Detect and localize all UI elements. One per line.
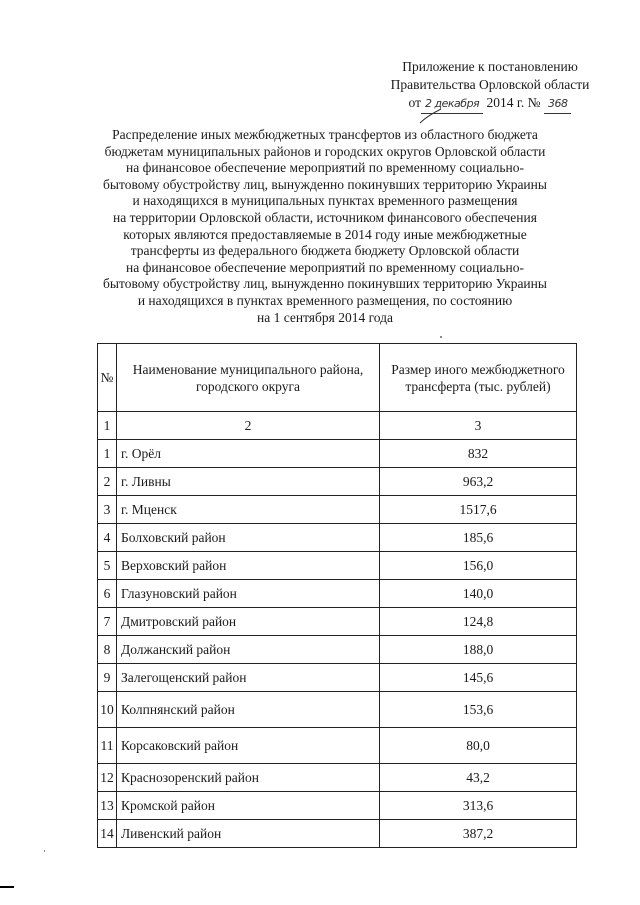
header-no: № bbox=[98, 344, 117, 412]
handwritten-number: 368 bbox=[544, 95, 572, 114]
row-value: 963,2 bbox=[380, 468, 577, 496]
document-title bbox=[85, 127, 565, 326]
table-row bbox=[98, 496, 577, 524]
title-line: бюджетам муниципальных районов и городских округов Орловской области bbox=[104, 143, 546, 159]
table-row bbox=[98, 552, 577, 580]
row-name: Верховский район bbox=[117, 552, 380, 580]
title-line: бытовому обустройству лиц, вынужденно покинувших территорию Украины bbox=[103, 176, 547, 192]
row-value: 140,0 bbox=[380, 580, 577, 608]
date-prefix: от bbox=[408, 95, 422, 110]
row-name: г. Мценск bbox=[117, 496, 380, 524]
scan-speck bbox=[44, 850, 45, 852]
row-no: 11 bbox=[98, 728, 117, 764]
row-name: Болховский район bbox=[117, 524, 380, 552]
row-value: 156,0 bbox=[380, 552, 577, 580]
scan-dot bbox=[440, 336, 442, 338]
appendix-line-2: Правительства Орловской области bbox=[390, 77, 590, 92]
row-value: 387,2 bbox=[380, 820, 577, 848]
row-value: 1517,6 bbox=[380, 496, 577, 524]
row-name: Залегощенский район bbox=[117, 664, 380, 692]
table-row bbox=[98, 524, 577, 552]
title-line: которых являются предоставляемые в 2014 году иные межбюджетные bbox=[123, 226, 527, 242]
header-value: Размер иного межбюджетного трансферта (тыс. рублей) bbox=[380, 344, 577, 412]
row-value: 185,6 bbox=[380, 524, 577, 552]
table-row bbox=[98, 764, 577, 792]
row-value: 145,6 bbox=[380, 664, 577, 692]
row-no: 12 bbox=[98, 764, 117, 792]
row-no: 7 bbox=[98, 608, 117, 636]
row-name: г. Орёл bbox=[117, 440, 380, 468]
row-value: 188,0 bbox=[380, 636, 577, 664]
table-row bbox=[98, 692, 577, 728]
table-row bbox=[98, 792, 577, 820]
title-line: и находящихся в муниципальных пунктах временного размещения bbox=[132, 193, 518, 209]
title-line: на финансовое обеспечение мероприятий по временному социально- bbox=[126, 160, 524, 176]
table-row bbox=[98, 440, 577, 468]
row-name: Глазуновский район bbox=[117, 580, 380, 608]
table-row bbox=[98, 664, 577, 692]
title-line: трансферты из федерального бюджета бюджету Орловской области bbox=[130, 243, 520, 259]
row-no: 4 bbox=[98, 524, 117, 552]
row-value: 153,6 bbox=[380, 692, 577, 728]
row-value: 313,6 bbox=[380, 792, 577, 820]
appendix-header bbox=[365, 58, 615, 114]
row-no: 6 bbox=[98, 580, 117, 608]
appendix-date-line bbox=[365, 94, 615, 114]
row-no: 14 bbox=[98, 820, 117, 848]
numbering-name: 2 bbox=[117, 412, 380, 440]
row-name: Должанский район bbox=[117, 636, 380, 664]
row-value: 43,2 bbox=[380, 764, 577, 792]
row-name: Колпнянский район bbox=[117, 692, 380, 728]
table-row bbox=[98, 820, 577, 848]
row-name: Кромской район bbox=[117, 792, 380, 820]
row-value: 832 bbox=[380, 440, 577, 468]
signature-flourish-icon bbox=[417, 108, 443, 124]
row-name: Корсаковский район bbox=[117, 728, 380, 764]
row-name: Дмитровский район bbox=[117, 608, 380, 636]
row-value: 80,0 bbox=[380, 728, 577, 764]
row-no: 9 bbox=[98, 664, 117, 692]
row-no: 1 bbox=[98, 440, 117, 468]
title-line: на финансовое обеспечение мероприятий по временному социально- bbox=[126, 259, 524, 275]
table-row bbox=[98, 636, 577, 664]
numbering-no: 1 bbox=[98, 412, 117, 440]
row-name: г. Ливны bbox=[117, 468, 380, 496]
table-row bbox=[98, 608, 577, 636]
transfer-table bbox=[97, 343, 577, 848]
title-line: на территории Орловской области, источником финансового обеспечения bbox=[113, 209, 537, 225]
table-row bbox=[98, 468, 577, 496]
row-no: 5 bbox=[98, 552, 117, 580]
title-line: на 1 сентября 2014 года bbox=[256, 309, 394, 325]
row-value: 124,8 bbox=[380, 608, 577, 636]
row-no: 3 bbox=[98, 496, 117, 524]
table-row bbox=[98, 728, 577, 764]
row-no: 2 bbox=[98, 468, 117, 496]
row-no: 8 bbox=[98, 636, 117, 664]
row-name: Краснозоренский район bbox=[117, 764, 380, 792]
numbering-value: 3 bbox=[380, 412, 577, 440]
year-text: 2014 г. № bbox=[486, 95, 541, 110]
page-edge-mark bbox=[0, 886, 14, 888]
title-line: и находящихся в пунктах временного размещения, по состоянию bbox=[137, 292, 513, 308]
title-line: Распределение иных межбюджетных трансфертов из областного бюджета bbox=[112, 127, 538, 142]
row-name: Ливенский район bbox=[117, 820, 380, 848]
appendix-line-1: Приложение к постановлению bbox=[402, 59, 578, 74]
handwritten-date: 2 декабря bbox=[421, 95, 483, 114]
table-header-row bbox=[98, 344, 577, 412]
header-name: Наименование муниципального района, городского округа bbox=[117, 344, 380, 412]
title-line: бытовому обустройству лиц, вынужденно покинувших территорию Украины bbox=[103, 276, 547, 292]
table-numbering-row bbox=[98, 412, 577, 440]
row-no: 13 bbox=[98, 792, 117, 820]
table-row bbox=[98, 580, 577, 608]
row-no: 10 bbox=[98, 692, 117, 728]
